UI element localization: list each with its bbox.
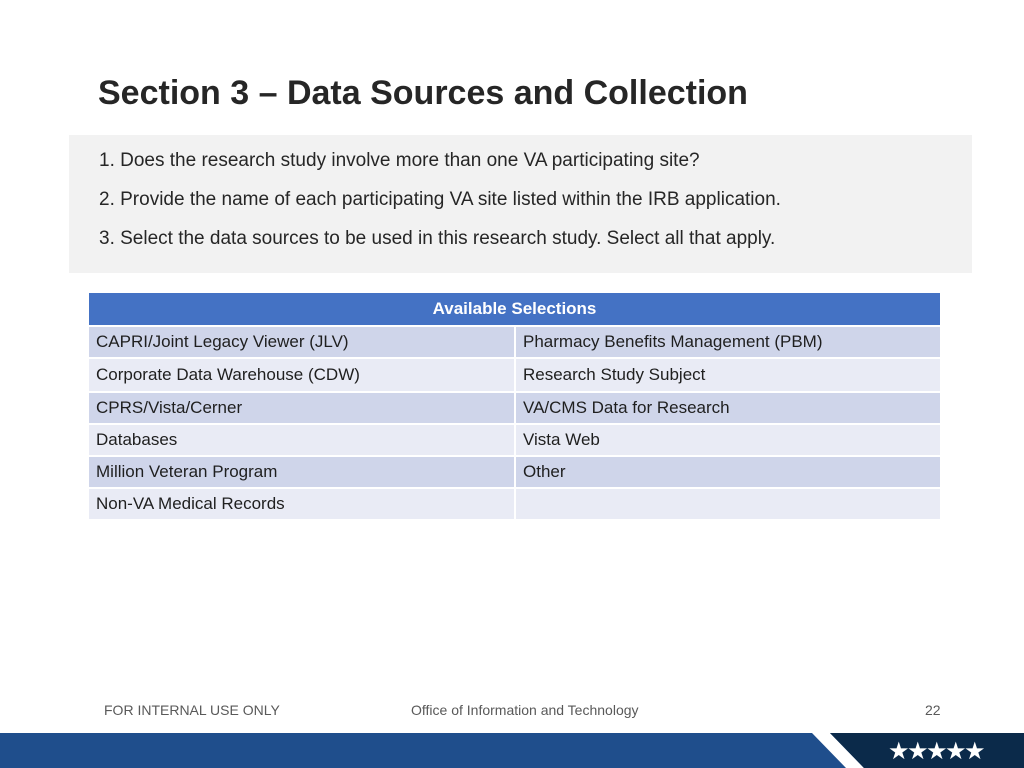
- table-cell: Corporate Data Warehouse (CDW): [88, 358, 515, 392]
- question-3: 3. Select the data sources to be used in this research study. Select all that apply.: [99, 228, 776, 249]
- star-icon: ★: [964, 737, 986, 765]
- page-number: 22: [925, 702, 941, 718]
- star-icon: ★: [926, 737, 948, 765]
- table-row: [88, 424, 941, 456]
- footer-organization: Office of Information and Technology: [411, 702, 639, 718]
- footer-band: [0, 733, 1024, 768]
- table-row: [88, 392, 941, 424]
- star-icon: ★: [888, 737, 910, 765]
- table-row: [88, 456, 941, 488]
- questions-panel: [69, 135, 972, 273]
- table-cell: Research Study Subject: [515, 358, 941, 392]
- table-row: [88, 358, 941, 392]
- table-header: Available Selections: [88, 292, 941, 326]
- slide-title: Section 3 – Data Sources and Collection: [98, 74, 748, 112]
- available-selections-table: [87, 291, 942, 521]
- question-2: 2. Provide the name of each participating VA site listed within the IRB application.: [99, 189, 781, 210]
- table-cell: Million Veteran Program: [88, 456, 515, 488]
- footer-classification: FOR INTERNAL USE ONLY: [104, 702, 280, 718]
- table-cell: CAPRI/Joint Legacy Viewer (JLV): [88, 326, 515, 358]
- star-icon: ★: [945, 737, 967, 765]
- table-cell: Non-VA Medical Records: [88, 488, 515, 520]
- table-cell: [515, 488, 941, 520]
- question-1: 1. Does the research study involve more than one VA participating site?: [99, 150, 700, 171]
- table-cell: Databases: [88, 424, 515, 456]
- table-cell: VA/CMS Data for Research: [515, 392, 941, 424]
- table-cell: Other: [515, 456, 941, 488]
- table-cell: Pharmacy Benefits Management (PBM): [515, 326, 941, 358]
- table-cell: CPRS/Vista/Cerner: [88, 392, 515, 424]
- table-row: [88, 488, 941, 520]
- table-row: [88, 326, 941, 358]
- stars-group: [888, 737, 986, 765]
- star-icon: ★: [907, 737, 929, 765]
- table-cell: Vista Web: [515, 424, 941, 456]
